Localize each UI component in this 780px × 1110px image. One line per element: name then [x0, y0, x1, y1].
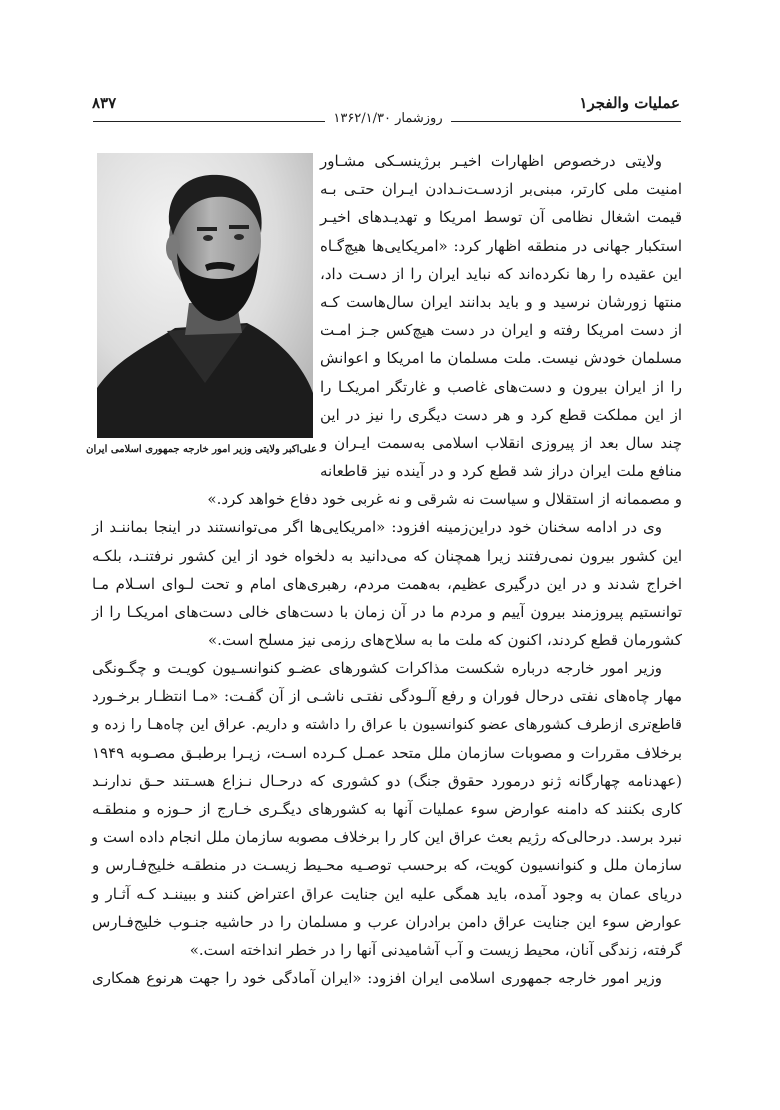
text-line: قیمت اشغال نظامی آن توسط امریکا و تهدیـدهای اخیـر — [320, 208, 682, 226]
text-line: از این مملکت قطع کرد و هر دست دیگری را نیز در این — [320, 406, 682, 424]
text-line: را از ایران بیرون و دست‌های غاصب و غارتگر امریکـا را — [320, 378, 682, 396]
text-line: منافع ملت ایران دراز شد قطع کرد و در آینده نیز قاطعانه — [320, 462, 682, 480]
running-header-title: عملیات والفجر۱ — [579, 94, 680, 112]
text-line: مسلمان خودش نیست. ملت مسلمان ما امریکا و اعوانش — [320, 349, 682, 367]
text-line: چند سال بعد از پیروزی انقلاب اسلامی به‌سمت ایـران و — [320, 434, 682, 452]
page-number: ۸۳۷ — [92, 94, 117, 112]
header-date-label: روزشمار ۱۳۶۲/۱/۳۰ — [333, 111, 443, 126]
text-line: سازمان ملل و کنوانسیون کویت، که برحسب توصـیه محـیط زیسـت در منطقـه خلیج‌فـارس و — [92, 856, 682, 874]
text-line: وزیر امور خارجه جمهوری اسلامی ایران افزود: «ایران آمادگی خود را جهت هرنوع همکاری — [92, 969, 662, 987]
text-line: مهار چاه‌های نفتی درحال فوران و رفع آلـودگی نفتـی ناشـی از آن گفـت: «مـا انتظـار برخـورد — [92, 687, 682, 705]
text-line: وزیر امور خارجه درباره شکست مذاکرات کشورهای عضـو کنوانسـیون کویـت و چگـونگی — [92, 659, 662, 677]
portrait-photo — [97, 153, 313, 438]
text-line: نبرد برسد. درحالی‌که رژیم بعث عراق این کار را برخلاف مصوبه سازمان ملل انجام داده است و — [90, 828, 682, 846]
text-line: امنیت ملی کارتر، مبنی‌بر ازدسـت‌نـدادن ایـران حتـی بـه — [320, 180, 682, 198]
header-rule-right — [451, 121, 681, 122]
text-line: از دست امریکا رفته و ایران در دست هیچ‌کس جـز امـت — [320, 321, 682, 339]
text-line: وی در ادامه سخنان خود دراین‌زمینه افزود: «امریکایی‌ها اگر می‌توانستند در اینجا بماننـد از — [92, 518, 662, 536]
header-rule-left — [93, 121, 325, 122]
text-line: برخلاف مقررات و مصوبات سازمان ملل متحد عمـل کـرده اسـت، زیـرا برطبـق مصـوبه ۱۹۴۹ — [92, 744, 682, 762]
text-line: این کشور بیرون نمی‌رفتند زیرا همچنان که می‌دانید به دلخواه خود از این کشور نرفتنـد، بلکـه — [92, 547, 682, 565]
text-line: قاطع‌تری ازطرف کشورهای عضو کنوانسیون با عراق را داشته و داریم. عراق این چاه‌هـا را زده و — [92, 717, 682, 733]
text-line: و مصممانه از استقلال و سیاست نه شرقی و نه غربی خود دفاع خواهد کرد.» — [207, 490, 682, 508]
text-line: (عهدنامه چهارگانه ژنو درمورد حقوق جنگ) دو کشوری که درحـال نـزاع هسـتند حـق ندارنـد — [92, 772, 682, 790]
text-line: عوارض سوء این جنایت عراق دامن برادران عرب و مسلمان را در حاشیه جنـوب خلیج‌فـارس — [92, 913, 682, 931]
text-line: توانستیم پیروزمند بیرون آییم و مردم ما در آن زمان با دست‌های خالی دست‌های امریکـا را از — [92, 603, 682, 621]
text-line: کاری بکنند که دامنه عوارض سوء عملیات آنها به کشورهای دیگـری خـارج از حـوزه و منطقـه — [92, 800, 682, 818]
text-line: گرفته، زندگی آنان، محیط زیست و آب آشامیدنی آنها را در خطر انداخته است.» — [189, 941, 682, 959]
text-line: منتها زورشان نرسید و و باید بدانند ایران سال‌هاست کـه — [320, 293, 682, 311]
text-line: دریای عمان به وجود آمده، باید همگی علیه این جنایت عراق اعتراض کنند و ببیننـد کـه آثـار و — [92, 885, 682, 903]
text-line: استکبار جهانی در منطقه اظهار کرد: «امریکایی‌ها هیچ‌گـاه — [320, 237, 682, 255]
text-line: کشورمان قطع کردند، اکنون که ملت ما به سلاح‌های رزمی نیز مسلح است.» — [207, 631, 682, 649]
text-line: اخراج شدند و در این درگیری عظیم، به‌همت مردم، رهبری‌های امام و تحت لـوای اسـلام مـا — [92, 575, 682, 593]
text-line: ولایتی درخصوص اظهارات اخیـر برژینسـکی مشـاور — [320, 152, 662, 170]
text-line: این عقیده را رها نکرده‌اند که نباید ایران را از دسـت داد، — [320, 265, 682, 283]
figure-caption: علی‌اکبر ولایتی وزیر امور خارجه جمهوری اسلامی ایران — [86, 444, 317, 455]
